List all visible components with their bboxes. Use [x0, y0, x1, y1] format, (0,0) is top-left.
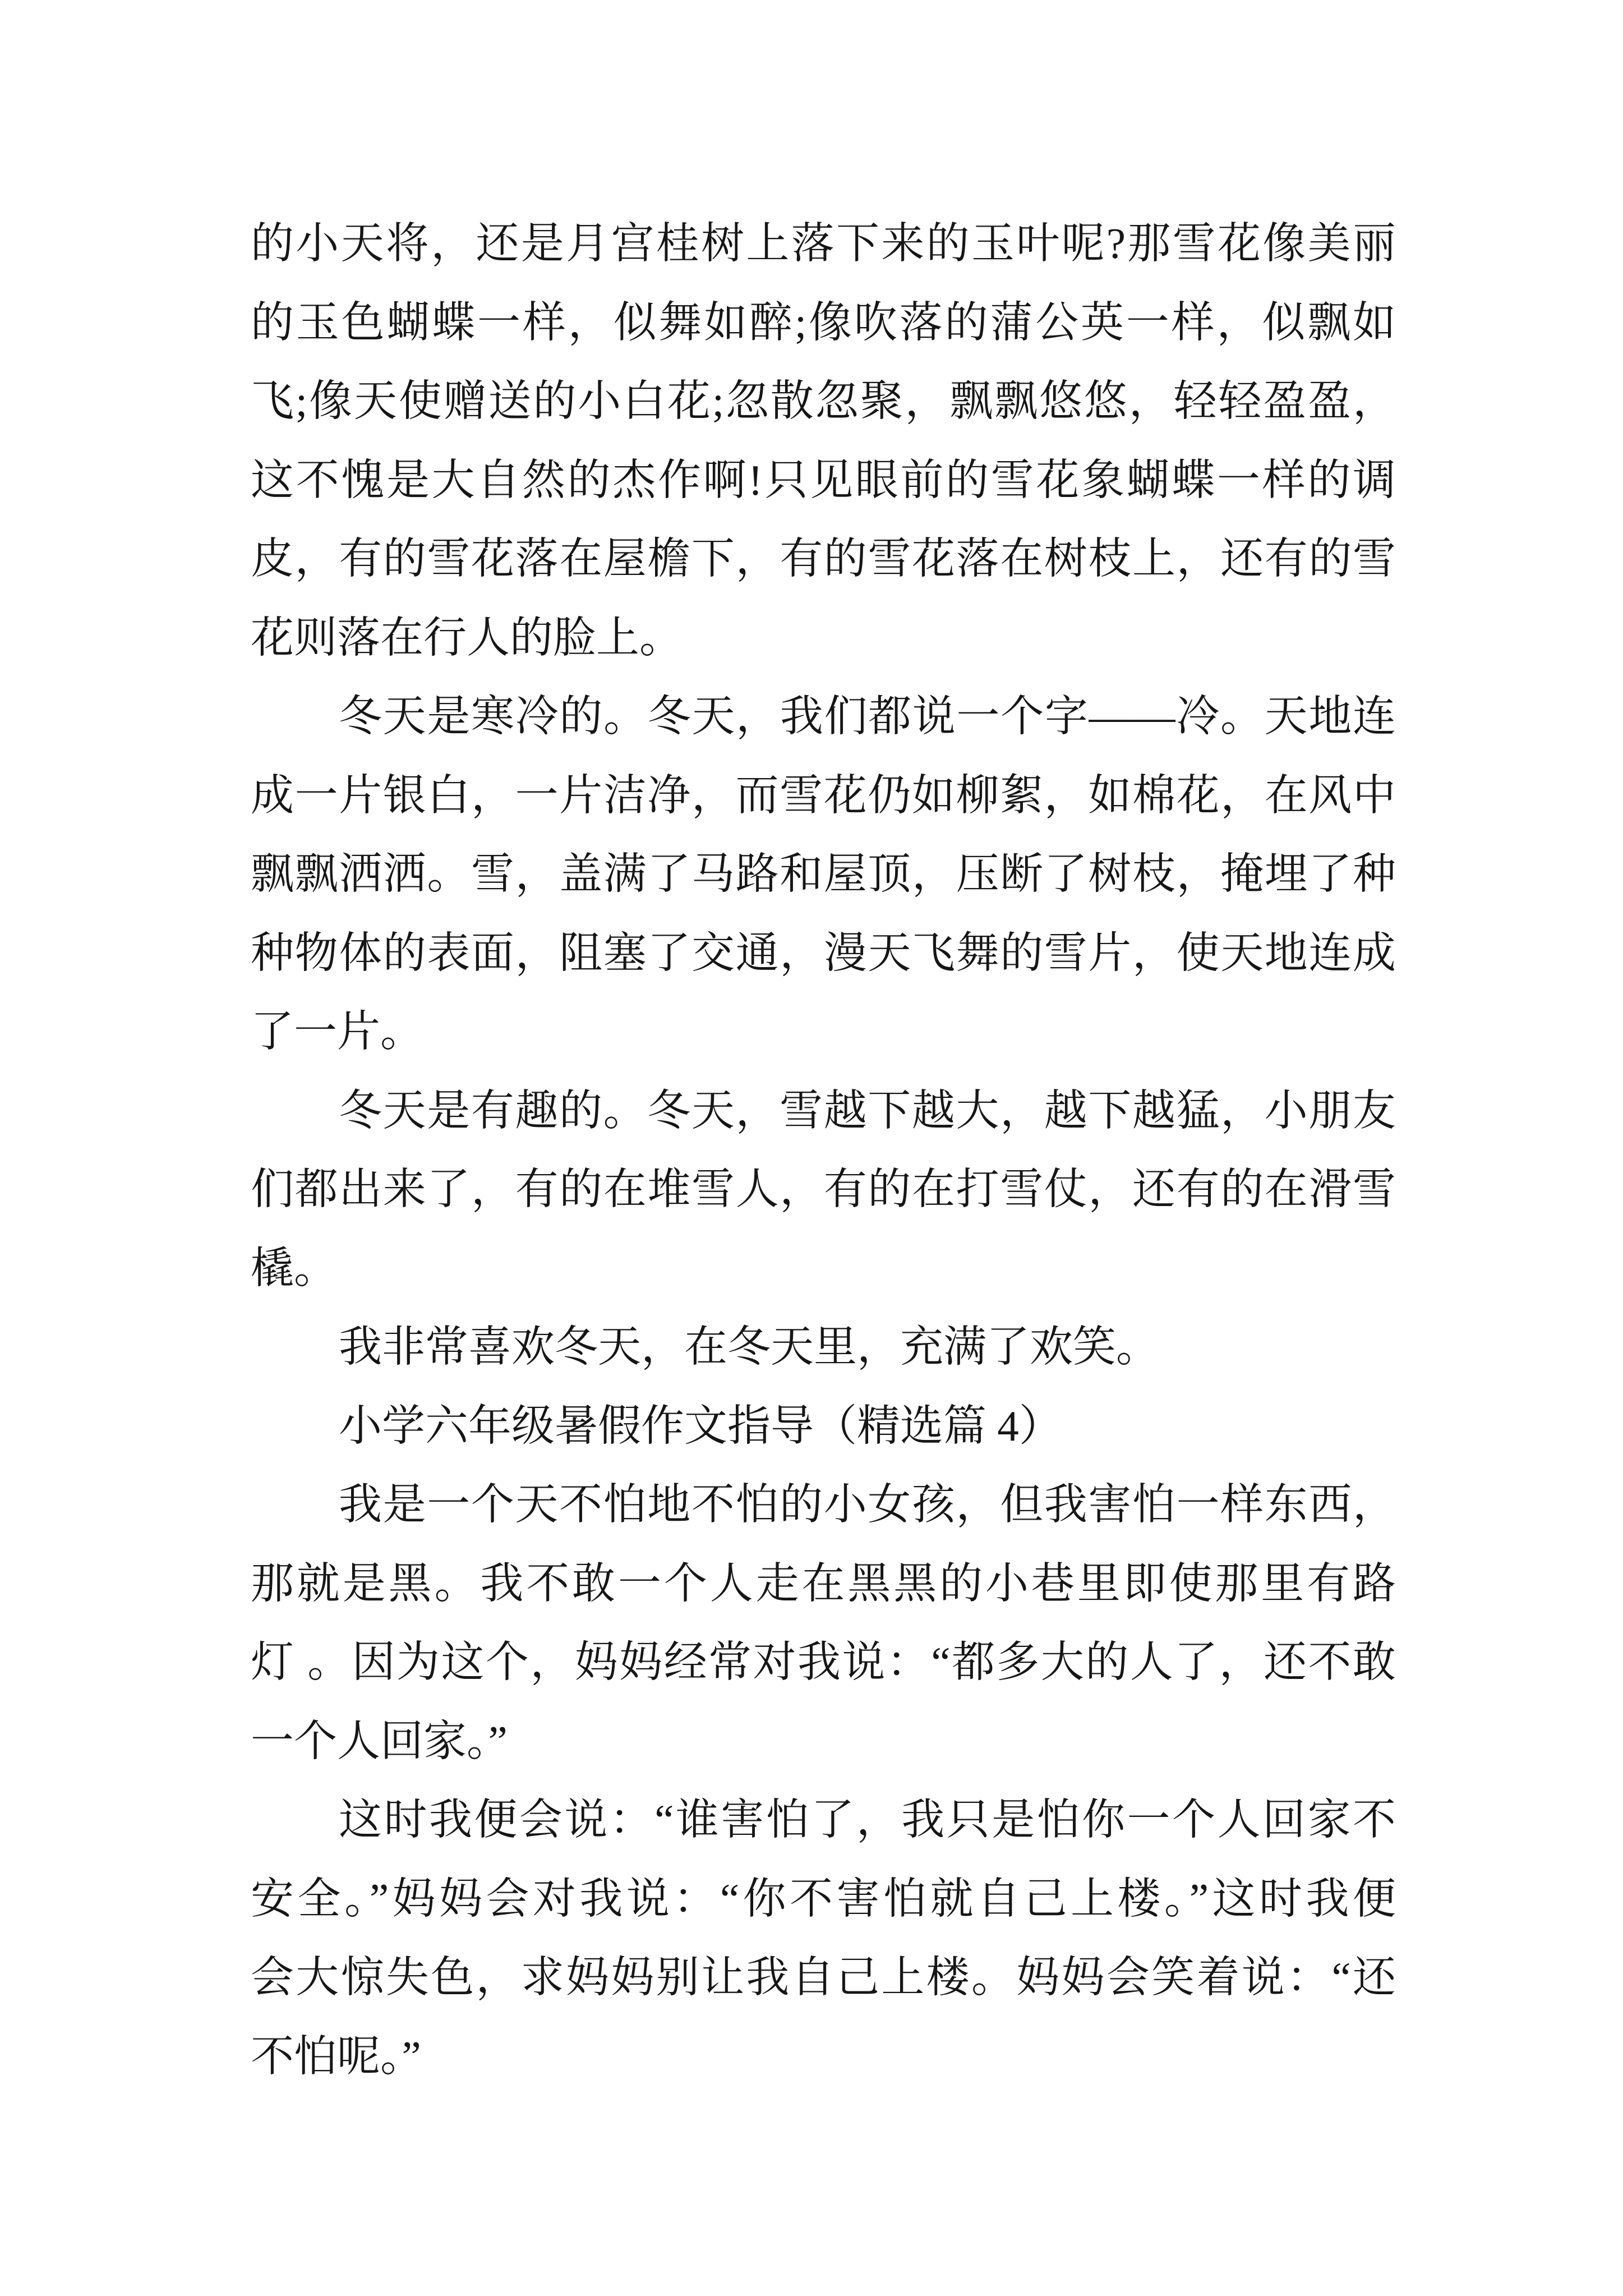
text-line: 飞;像天使赠送的小白花;忽散忽聚，飘飘悠悠，轻轻盈盈，: [251, 377, 1396, 425]
heading-line: 小学六年级暑假作文指导（精选篇 4）: [339, 1401, 1062, 1450]
text-line: 的玉色蝴蝶一样，似舞如醉;像吹落的蒲公英一样，似飘如: [251, 298, 1396, 347]
text-line: 安全。”妈妈会对我说：“你不害怕就自己上楼。”这时我便: [251, 1874, 1396, 1923]
text-line: 了一片。: [251, 1007, 423, 1056]
text-line: 花则落在行人的脸上。: [251, 613, 683, 662]
text-line: 我是一个天不怕地不怕的小女孩，但我害怕一样东西，: [339, 1480, 1396, 1529]
section-heading: [251, 1387, 1396, 1466]
text-line: 我非常喜欢冬天，在冬天里，充满了欢笑。: [339, 1323, 1159, 1371]
text-line: 那就是黑。我不敢一个人走在黑黑的小巷里即使那里有路: [251, 1559, 1396, 1608]
text-line: 一个人回家。”: [251, 1717, 508, 1765]
text-line: 橇。: [251, 1244, 337, 1292]
paragraph: [251, 1780, 1396, 2096]
paragraph: [251, 677, 1396, 1071]
text-line: 皮，有的雪花落在屋檐下，有的雪花落在树枝上，还有的雪: [251, 535, 1396, 583]
text-line: 冬天是有趣的。冬天，雪越下越大，越下越猛，小朋友: [339, 1086, 1396, 1135]
text-line: 种物体的表面，阻塞了交通，漫天飞舞的雪片，使天地连成: [251, 928, 1396, 977]
text-line: 的小天将，还是月宫桂树上落下来的玉叶呢?那雪花像美丽: [251, 219, 1396, 268]
paragraph: [251, 1308, 1396, 1387]
document-body: [251, 204, 1396, 2096]
text-line: 会大惊失色，求妈妈别让我自己上楼。妈妈会笑着说：“还: [251, 1953, 1396, 2001]
text-line: 这时我便会说：“谁害怕了，我只是怕你一个人回家不: [339, 1796, 1396, 1844]
text-line: 这不愧是大自然的杰作啊!只见眼前的雪花象蝴蝶一样的调: [251, 455, 1396, 504]
paragraph: [251, 1071, 1396, 1308]
text-line: 灯 。因为这个，妈妈经常对我说：“都多大的人了，还不敢: [251, 1638, 1396, 1686]
text-line: 不怕呢。”: [251, 2032, 421, 2081]
paragraph: [251, 204, 1396, 677]
text-line: 们都出来了，有的在堆雪人，有的在打雪仗，还有的在滑雪: [251, 1165, 1396, 1213]
text-line: 飘飘洒洒。雪，盖满了马路和屋顶，压断了树枝，掩埋了种: [251, 850, 1396, 898]
paragraph: [251, 1465, 1396, 1780]
text-line: 成一片银白，一片洁净，而雪花仍如柳絮，如棉花，在风中: [251, 771, 1396, 820]
text-line: 冬天是寒冷的。冬天，我们都说一个字——冷。天地连: [339, 692, 1396, 740]
